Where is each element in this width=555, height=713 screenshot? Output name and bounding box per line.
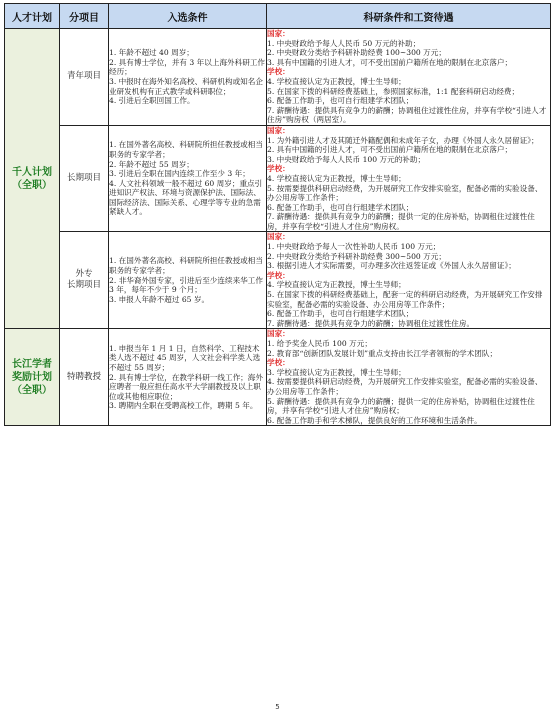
term-item: 3. 中央财政给予每人人民币 100 万元的补助； <box>267 154 426 164</box>
header-plan: 人才计划 <box>5 4 60 29</box>
terms-section-school: 学校： <box>267 358 290 368</box>
term-item: 5. 在国家下拨的科研经费基础上，参照国家标准，1:1 配套科研启动经费； <box>267 86 520 96</box>
header-conditions: 入选条件 <box>109 4 267 29</box>
condition-item: 1. 申报当年 1 月 1 日，自然科学、工程技术类人选不超过 45 周岁，人文社会科学类人选不超过 55 周岁； <box>109 343 261 372</box>
conditions-cell <box>109 232 267 329</box>
table-row <box>5 29 551 126</box>
term-item: 7. 薪酬待遇：提供具有竞争力的薪酬；协调租住过渡性住房。 <box>267 318 475 328</box>
subproject-label: 特聘教授 <box>66 371 101 382</box>
condition-item: 2. 非华裔外国专家，引进后至少连续来华工作 3 年，每年不少于 9 个月； <box>109 275 263 295</box>
term-item: 4. 学校直接认定为正教授，博士生导师； <box>267 76 406 86</box>
term-item: 7. 薪酬待遇：提供具有竞争力的薪酬；提供一定的住房补贴，协调租住过渡性住房，并享有学校“引进人才住房”购房权。 <box>267 212 535 231</box>
subproject-cell <box>60 232 109 329</box>
header-subproject: 分项目 <box>60 4 109 29</box>
terms-section-national: 国家： <box>267 125 290 135</box>
page-number: 5 <box>275 703 280 711</box>
condition-item: 1. 年龄不超过 40 周岁； <box>109 48 194 58</box>
term-item: 5. 在国家下拨的科研经费基础上，配套一定的科研启动经费，为开展研究工作安排实验室，配备必需的实验设备、办公用房等工作条件； <box>267 290 543 309</box>
condition-item: 4. 引进后全职回国工作。 <box>109 96 195 106</box>
term-item: 4. 按需要提供科研启动经费，为开展研究工作安排实验室，配备必需的实验设备、办公用房等工作条件； <box>267 377 543 396</box>
subproject-label: 青年项目 <box>66 71 101 82</box>
term-item: 6. 配备工作助手，也可自行组建学术团队； <box>267 96 414 106</box>
term-item: 2. 中央财政分类给予科研补助经费 100~300 万元； <box>267 48 446 58</box>
condition-item: 2. 年龄不超过 55 周岁； <box>109 159 194 169</box>
table-row <box>5 125 551 232</box>
plan-name-line: （全职） <box>12 384 52 396</box>
condition-item: 2. 具有博士学位，并有 3 年以上海外科研工作经历； <box>109 57 266 77</box>
term-item: 4. 学校直接认定为正教授，博士生导师； <box>267 173 406 183</box>
terms-section-national: 国家： <box>267 329 290 339</box>
terms-section-school: 学校： <box>267 270 290 280</box>
term-item: 1. 给予奖金人民币 100 万元； <box>267 339 372 348</box>
plan-name-line: 长江学者 <box>12 358 52 370</box>
term-item: 3. 根据引进人才实际需要，可办理多次往返签证或《外国人永久居留证》； <box>267 261 516 271</box>
term-item: 1. 为外籍引进人才及其随迁外籍配偶和未成年子女，办理《外国人永久居留证》； <box>267 135 539 145</box>
terms-section-school: 学校： <box>267 164 290 174</box>
plan-name-cell <box>5 29 60 329</box>
term-item: 2. 具有中国籍的引进人才，可不受出国前户籍所在地的限制在北京落户； <box>267 145 513 155</box>
subproject-label: 外专 <box>75 269 93 280</box>
term-item: 1. 中央财政给予每人一次性补助人民币 100 万元； <box>267 242 441 252</box>
term-item: 2. 教育部“创新团队发展计划”重点支持由长江学者领衔的学术团队； <box>267 348 498 358</box>
term-item: 3. 具有中国籍的引进人才，可不受出国前户籍所在地的限制在北京落户； <box>267 57 513 67</box>
plan-name-line: 奖励计划 <box>12 371 52 383</box>
plan-name-line: （全职） <box>12 179 52 191</box>
term-item: 6. 配备工作助手和学术梯队，提供良好的工作环境和生活条件。 <box>267 415 482 425</box>
terms-cell <box>267 125 551 232</box>
talent-plan-table <box>4 3 551 426</box>
subproject-cell <box>60 125 109 232</box>
condition-item: 2. 具有博士学位，在教学科研一线工作；海外应聘者一般应担任高水平大学副教授及以上职位或其他相应职位； <box>109 372 263 401</box>
subproject-label: 长期项目 <box>66 173 101 184</box>
term-item: 7. 薪酬待遇：提供具有竞争力的薪酬；协调租住过渡性住房，并享有学校“引进人才住房”购房权（两居室）。 <box>267 105 547 125</box>
condition-item: 3. 引进后全职在国内连续工作至少 3 年； <box>109 169 250 179</box>
term-item: 4. 学校直接认定为正教授，博士生导师； <box>267 280 406 290</box>
conditions-cell <box>109 329 267 426</box>
term-item: 6. 配备工作助手，也可自行组建学术团队； <box>267 309 414 319</box>
term-item: 5. 按需要提供科研启动经费，为开展研究工作安排实验室，配备必需的实验设备、办公用房等工作条件； <box>267 183 543 203</box>
condition-item: 3. 申报人年龄不超过 65 岁。 <box>109 294 210 304</box>
subproject-cell <box>60 29 109 126</box>
terms-cell <box>267 29 551 126</box>
term-item: 5. 薪酬待遇：提供具有竞争力的薪酬；提供一定的住房补贴，协调租住过渡性住房，并享有学校“引进人才住房”购房权； <box>267 396 535 416</box>
terms-section-national: 国家： <box>267 29 290 38</box>
term-item: 1. 中央财政给予每人人民币 50 万元的补助； <box>267 38 421 48</box>
table-header-row <box>5 4 551 29</box>
term-item: 6. 配备工作助手，也可自行组建学术团队； <box>267 202 414 212</box>
condition-item: 4. 人文社科领域一般不超过 60 周岁；重点引进知识产权法、环境与资源保护法、国际法、国际经济法、国际关系、心理学等专业的急需紧缺人才。 <box>109 178 263 217</box>
condition-item: 3. 聘期内全职在受聘高校工作，聘期 5 年。 <box>109 401 258 411</box>
conditions-cell <box>109 125 267 232</box>
term-item: 2. 中央财政分类给予科研补助经费 300~500 万元； <box>267 251 446 261</box>
terms-cell <box>267 232 551 329</box>
condition-item: 3. 中报时在海外知名高校、科研机构或知名企业研发机构有正式教学或科研职位； <box>109 76 263 96</box>
terms-section-school: 学校： <box>267 67 290 77</box>
plan-name-cell <box>5 329 60 426</box>
terms-section-national: 国家： <box>267 232 290 242</box>
table-row <box>5 329 551 426</box>
term-item: 3. 学校直接认定为正教授，博士生导师； <box>267 367 406 377</box>
subproject-cell <box>60 329 109 426</box>
terms-cell <box>267 329 551 426</box>
subproject-label: 长期项目 <box>66 280 101 291</box>
header-terms: 科研条件和工资待遇 <box>267 4 551 29</box>
conditions-cell <box>109 29 267 126</box>
condition-item: 1. 在国外著名高校、科研院所担任教授或相当职务的专家学者； <box>109 256 263 276</box>
table-row <box>5 232 551 329</box>
condition-item: 1. 在国外著名高校、科研院所担任教授或相当职务的专家学者； <box>109 140 263 159</box>
plan-name-line: 千人计划 <box>12 166 52 178</box>
